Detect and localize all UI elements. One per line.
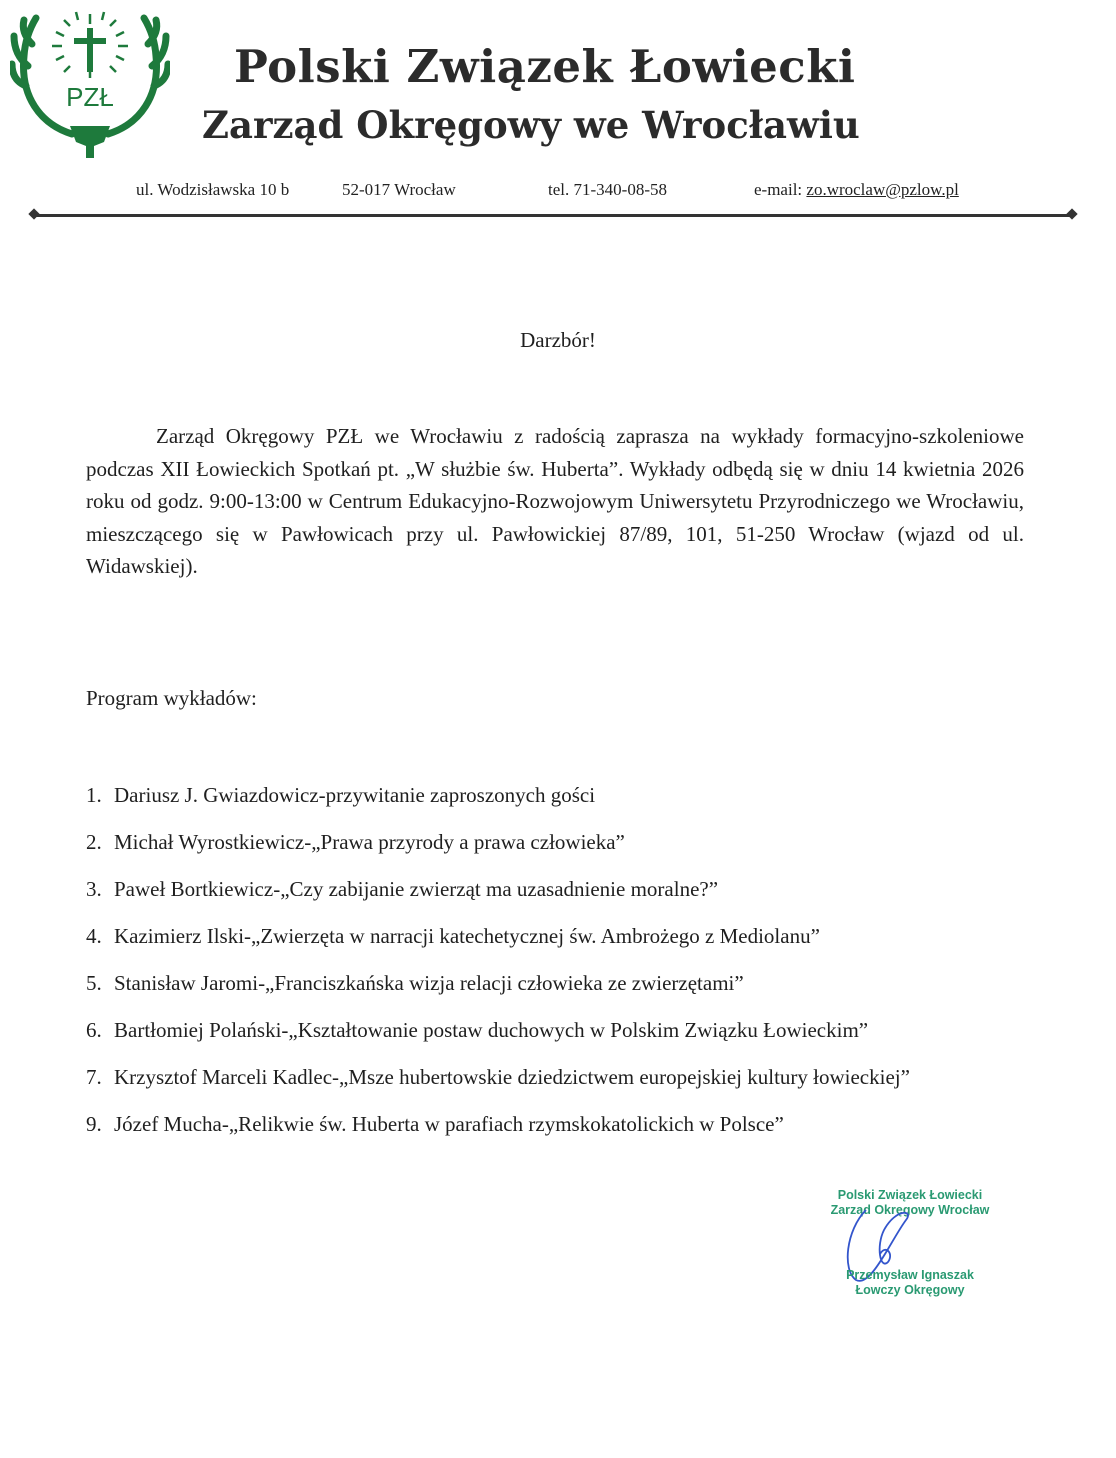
- organization-title: Polski Związek Łowiecki: [234, 40, 856, 93]
- program-list: [86, 780, 910, 1156]
- list-item: 4. Kazimierz Ilski-„Zwierzęta w narracji katechetycznej św. Ambrożego z Mediolanu”: [86, 924, 820, 948]
- divider-right-diamond: [1066, 208, 1077, 219]
- stamp-signatory: Przemysław Ignaszak Łowczy Okręgowy: [846, 1268, 974, 1297]
- organization-subtitle: Zarząd Okręgowy we Wrocławiu: [202, 103, 860, 147]
- header-divider: [34, 214, 1074, 217]
- postal-code: 52-017 Wrocław: [342, 180, 456, 199]
- pzl-logo-icon: [10, 6, 170, 162]
- list-item: 6. Bartłomiej Polański-„Kształtowanie postaw duchowych w Polskim Związku Łowieckim”: [86, 1018, 869, 1042]
- list-item: 1. Dariusz J. Gwiazdowicz-przywitanie zaproszonych gości: [86, 783, 596, 807]
- email-link[interactable]: zo.wroclaw@pzlow.pl: [806, 180, 959, 199]
- list-item: 2. Michał Wyrostkiewicz-„Prawa przyrody a prawa człowieka”: [86, 830, 625, 854]
- program-heading: Program wykładów:: [86, 686, 257, 710]
- email-line: [754, 180, 959, 200]
- list-item: 5. Stanisław Jaromi-„Franciszkańska wizja relacji człowieka ze zwierzętami”: [86, 971, 744, 995]
- stamp-header: Polski Związek Łowiecki Zarząd Okręgowy Wrocław: [830, 1188, 990, 1217]
- email-label: e-mail:: [754, 180, 807, 199]
- divider-left-diamond: [28, 208, 39, 219]
- list-item: 3. Paweł Bortkiewicz-„Czy zabijanie zwierząt ma uzasadnienie moralne?”: [86, 877, 719, 901]
- list-item: 9. Józef Mucha-„Relikwie św. Huberta w parafiach rzymskokatolickich w Polsce”: [86, 1112, 784, 1136]
- list-item: 7. Krzysztof Marceli Kadlec-„Msze hubertowskie dziedzictwem europejskiej kultury łowieckiej”: [86, 1065, 910, 1089]
- phone: tel. 71-340-08-58: [548, 180, 667, 199]
- svg-text:PZŁ: PZŁ: [66, 82, 114, 112]
- invitation-paragraph: Zarząd Okręgowy PZŁ we Wrocławiu z radością zaprasza na wykłady formacyjno-szkoleniowe podczas XII Łowieckich Spotkań pt. „W służbie św. Huberta”. Wykłady odbędą się w dniu 14 kwietnia 2026 roku od godz. 9:00-13:00 w Centrum Edukacyjno-Rozwojowym Uniwersytetu Przyrodniczego we Wrocławiu, mieszczącego się w Pawłowicach przy ul. Pawłowickiej 87/89, 101, 51-250 Wrocław (wjazd od ul. Widawskiej).: [86, 424, 1024, 578]
- address: ul. Wodzisławska 10 b: [136, 180, 290, 199]
- greeting: Darzbór!: [520, 328, 596, 352]
